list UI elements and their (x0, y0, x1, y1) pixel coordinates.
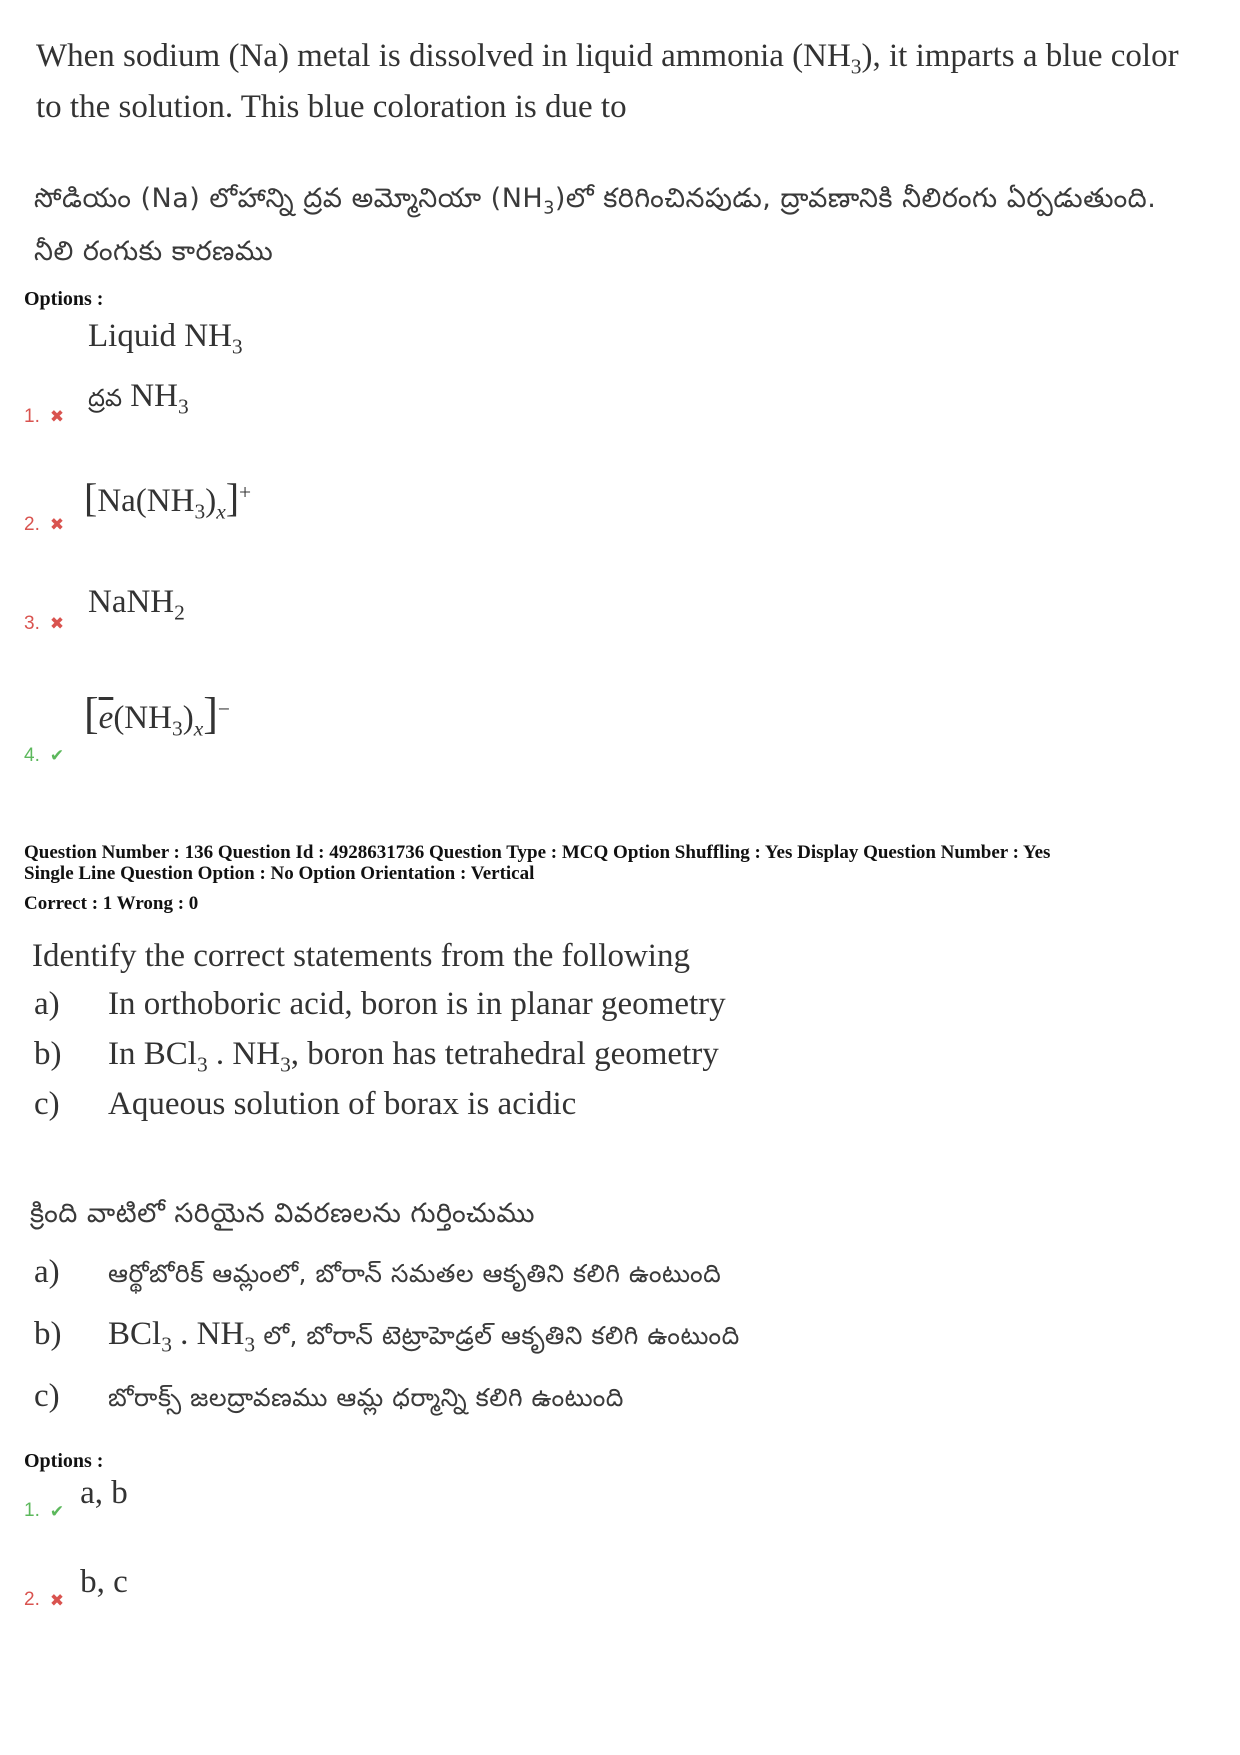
q135-option-4[interactable] (24, 745, 64, 767)
cross-icon: ✖ (49, 407, 65, 427)
q136-telugu-heading: క్రింది వాటిలో సరియైన వివరణలను గుర్తించుము (30, 1198, 535, 1229)
q136-english-item-a: a) In orthoboric acid, boron is in planar geometry (34, 986, 726, 1022)
check-icon: ✔ (49, 746, 65, 766)
option-number: 1. (24, 1500, 40, 1521)
q135-english: When sodium (Na) metal is dissolved in liquid ammonia $(NH_3)$, it imparts a blue color to the solution. This blue coloration is due to (36, 38, 1179, 125)
q135-option-2-text: $[Na(NH_3)_x]^+$ (84, 475, 252, 524)
cross-icon: ✖ (49, 515, 65, 535)
option-number: 4. (24, 745, 40, 766)
q136-english-item-b: b) In BCl$_3$ . $NH_3$, boron has tetrahedral geometry (34, 1036, 719, 1077)
q136-options-label: Options : (24, 1450, 104, 1472)
q136-english-heading: Identify the correct statements from the following (32, 938, 690, 974)
q136-telugu-item-c: c) బోరాక్స్ జలద్రావణము ఆమ్ల ధర్మాన్ని కలిగి ఉంటుంది (34, 1378, 624, 1414)
q136-option-2[interactable] (24, 1564, 128, 1611)
q135-option-3[interactable] (24, 613, 64, 635)
q136-meta-line1: Question Number : 136 Question Id : 4928631736 Question Type : MCQ Option Shuffling : Yes Display Question Number : Yes (24, 842, 1051, 863)
q135-option-4-text: $[\overline{e}(NH_3)_x]^-$ (84, 689, 230, 741)
option-text: b, c (80, 1564, 128, 1600)
q135-options-label: Options : (24, 288, 104, 310)
question-135-text (36, 36, 1206, 127)
option-number: 2. (24, 514, 40, 535)
q135-telugu-line1: సోడియం (Na) లోహాన్ని ద్రవ అమ్మోనియా $(NH_3)లో$ కరిగించినపుడు, ద్రావణానికి నీలిరంగు ఏర్పడుతుంది. (34, 183, 1157, 219)
q136-meta (24, 842, 1224, 884)
q136-english-item-c: c) Aqueous solution of borax is acidic (34, 1086, 577, 1122)
q136-telugu-item-b: b) BCl$_3$ . $NH_3$ లో, బోరాన్ టెట్రాహెడ్రల్ ఆకృతిని కలిగి ఉంటుంది (34, 1316, 740, 1357)
q136-telugu-item-a: a) ఆర్థోబోరిక్ ఆమ్లంలో, బోరాన్ సమతల ఆకృతిని కలిగి ఉంటుంది (34, 1254, 722, 1290)
option-number: 3. (24, 613, 40, 634)
cross-icon: ✖ (49, 1591, 65, 1611)
q136-marks: Correct : 1 Wrong : 0 (24, 893, 199, 914)
q135-telugu-line2: నీలి రంగుకు కారణము (34, 236, 274, 267)
q135-option-1-telugu: ద్రవ $NH_3$ (88, 378, 189, 419)
q136-meta-line2: Single Line Question Option : No Option Orientation : Vertical (24, 863, 535, 884)
option-number: 2. (24, 1589, 40, 1610)
check-icon: ✔ (49, 1502, 65, 1522)
q135-option-3-text: NaNH$_2$ (88, 584, 185, 625)
q135-option-1-english: Liquid $NH_3$ (88, 318, 243, 359)
q135-option-2[interactable] (24, 514, 64, 536)
option-number: 1. (24, 406, 40, 427)
option-text: a, b (80, 1475, 128, 1511)
q135-option-1[interactable] (24, 406, 64, 428)
cross-icon: ✖ (49, 614, 65, 634)
q136-option-1[interactable] (24, 1475, 128, 1522)
